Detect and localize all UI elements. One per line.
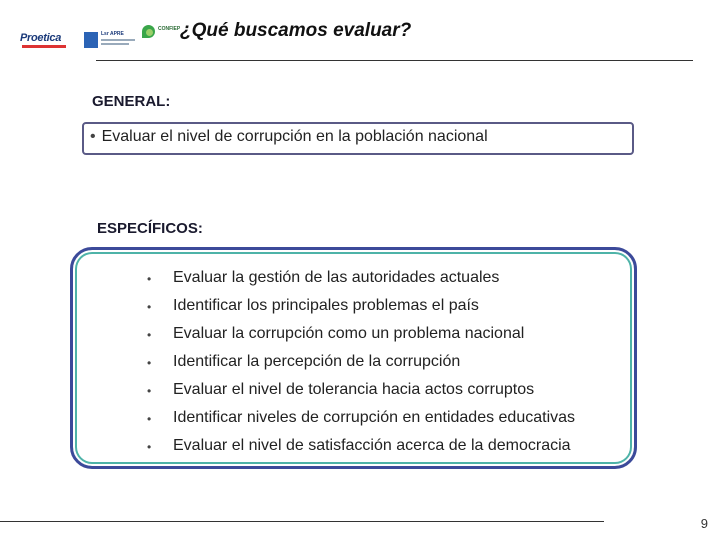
proetica-logo-text: Proetica: [20, 32, 62, 44]
leaf-highlight-icon: [146, 29, 153, 36]
footer-divider: [0, 521, 604, 522]
general-objective-box: [82, 122, 634, 155]
bullet-icon: •: [147, 300, 152, 314]
bullet-icon: •: [147, 440, 152, 454]
sponsor-logo-text: Lsr APRE: [101, 31, 124, 37]
sponsor-logo: [84, 26, 140, 54]
general-objective-item: [90, 128, 488, 146]
title-divider: [96, 60, 693, 61]
bullet-icon: •: [147, 328, 152, 342]
bullet-icon: •: [147, 412, 152, 426]
confiep-logo-text: CONFIEP: [158, 26, 181, 32]
general-heading: GENERAL:: [92, 93, 171, 110]
specific-heading: ESPECÍFICOS:: [97, 220, 203, 237]
bullet-icon: •: [90, 128, 96, 145]
slide-title: ¿Qué buscamos evaluar?: [180, 20, 412, 41]
proetica-logo-underline: [22, 45, 66, 48]
sponsor-logo-line: [101, 39, 135, 41]
list-item-text: Identificar la percepción de la corrupción: [173, 353, 461, 370]
sponsor-logo-mark: [84, 32, 98, 48]
list-item-text: Evaluar el nivel de tolerancia hacia actos corruptos: [173, 381, 535, 398]
list-item-text: Identificar niveles de corrupción en entidades educativas: [173, 409, 576, 426]
list-item-text: Evaluar el nivel de satisfacción acerca de la democracia: [173, 437, 571, 454]
list-item-text: Evaluar la corrupción como un problema nacional: [173, 325, 525, 342]
confiep-logo: [142, 22, 182, 56]
bullet-icon: •: [147, 272, 152, 286]
general-objective-text: Evaluar el nivel de corrupción en la población nacional: [101, 128, 488, 145]
sponsor-logo-line: [101, 43, 129, 45]
page-number: 9: [700, 516, 708, 531]
bullet-icon: •: [147, 356, 152, 370]
specific-objectives-box: [70, 247, 637, 469]
proetica-logo: [20, 28, 80, 54]
bullet-icon: •: [147, 384, 152, 398]
list-item-text: Evaluar la gestión de las autoridades actuales: [173, 269, 500, 286]
list-item-text: Identificar los principales problemas el país: [173, 297, 479, 314]
